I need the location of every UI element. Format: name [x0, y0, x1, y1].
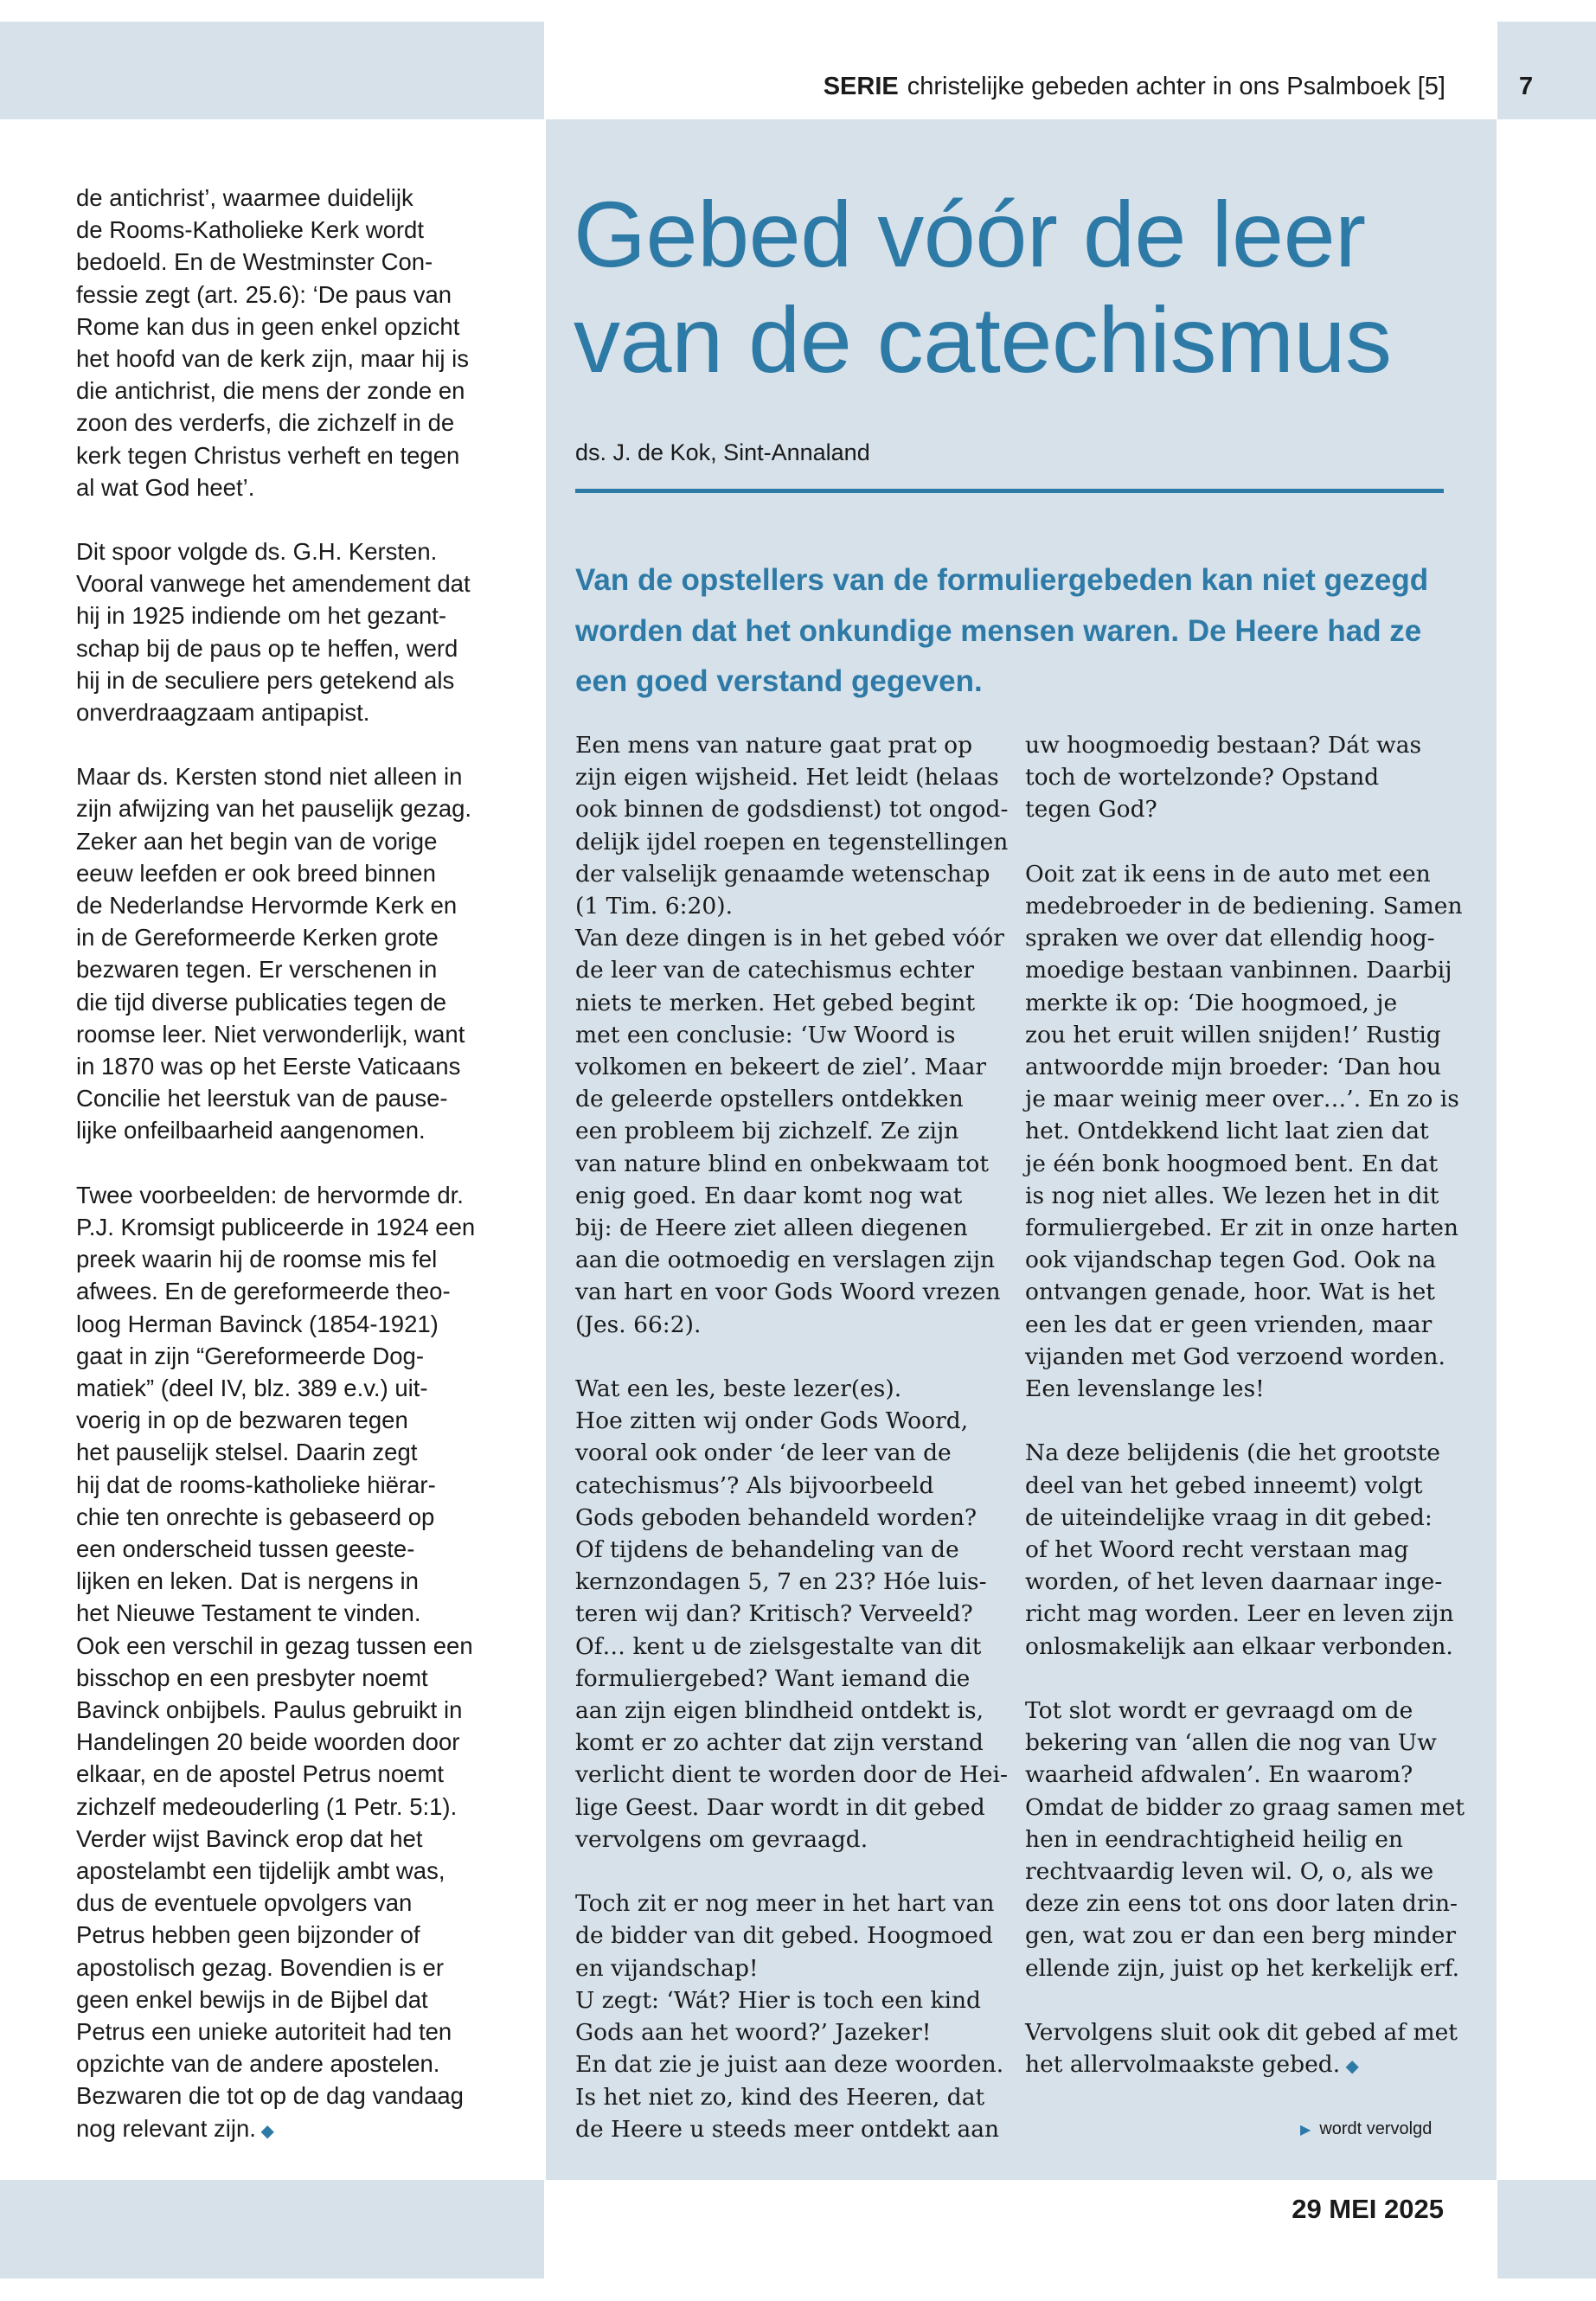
text-line: aan die ootmoedig en verslagen zijn [575, 1247, 996, 1274]
text-line: apostelambt een tijdelijk ambt was, [76, 1856, 445, 1884]
text-line: een les dat er geen vrienden, maar [1025, 1311, 1433, 1338]
text-line: zijn eigen wijsheid. Het leidt (helaas [575, 764, 999, 792]
text-line: formuliergebed? Want iemand die [575, 1664, 971, 1692]
text-line: Van deze dingen is in het gebed vóór [575, 925, 1004, 952]
text-line: niets te merken. Het gebed begint [575, 989, 976, 1016]
text-line: geen enkel bewijs in de Bijbel dat [76, 1985, 428, 2013]
text-line: het. Ontdekkend licht laat zien dat [1025, 1118, 1429, 1145]
text-line: der valselijk genaamde wetenschap [575, 860, 990, 888]
text-line: Na deze belijdenis (die het grootste [1025, 1439, 1440, 1467]
text-line: chie ten onrechte is gebaseerd op [76, 1503, 435, 1530]
text-line: waarheid afdwalen’. En waarom? [1025, 1761, 1413, 1789]
paragraph-gap [575, 1341, 990, 1373]
text-line: Ooit zat ik eens in de auto met een [1025, 860, 1431, 888]
text-line: En dat zie je juist aan deze woorden. [575, 2051, 1004, 2079]
text-line: of het Woord recht verstaan mag [1025, 1536, 1409, 1564]
text-line: merkte ik op: ‘Die hoogmoed, je [1025, 989, 1398, 1016]
text-line: Verder wijst Bavinck erop dat het [76, 1824, 423, 1852]
text-line: Vervolgens sluit ook dit gebed af met [1025, 2019, 1458, 2047]
text-line: vooral ook onder ‘de leer van de [575, 1439, 952, 1467]
text-line: antwoordde mijn broeder: ‘Dan hou [1025, 1054, 1442, 1081]
text-line: Een mens van nature gaat prat op [575, 732, 973, 759]
paragraph-gap [575, 1856, 990, 1888]
article-title [574, 182, 1392, 393]
text-line: bezwaren tegen. Er verschenen in [76, 956, 438, 984]
text-line: roomse leer. Niet verwonderlijk, want [76, 1020, 465, 1048]
text-line: uw hoogmoedig bestaan? Dát was [1025, 732, 1422, 759]
text-line: Twee voorbeelden: de hervormde dr. [76, 1181, 464, 1208]
header-band-left [0, 22, 544, 119]
text-line: Dit spoor volgde ds. G.H. Kersten. [76, 538, 438, 566]
article-author: ds. J. de Kok, Sint-Annaland [575, 439, 870, 465]
lead-line: een goed verstand gegeven. [575, 664, 983, 698]
text-line: eeuw leefden er ook breed binnen [76, 859, 436, 887]
text-line: van nature blind en onbekwaam tot [575, 1150, 989, 1177]
text-line: Of… kent u de zielsgestalte van dit [575, 1632, 982, 1660]
text-line: bedoeld. En de Westminster Con- [76, 248, 433, 276]
text-line: Vooral vanwege het amendement dat [76, 570, 471, 598]
text-line: rechtvaardig leven wil. O, o, als we [1025, 1858, 1434, 1886]
text-line: Zeker aan het begin van de vorige [76, 827, 438, 855]
text-line: ook binnen de godsdienst) tot ongod- [575, 796, 1009, 824]
text-line: toch de wortelzonde? Opstand [1025, 764, 1380, 792]
text-line: is nog niet alles. We lezen het in dit [1025, 1182, 1439, 1209]
title-line: van de catechismus [574, 287, 1392, 392]
paragraph-gap [1025, 1984, 1458, 2016]
arrow-right-icon: ▶ [1300, 2123, 1311, 2138]
text-line: de leer van de catechismus echter [575, 957, 975, 984]
left-paragraph [76, 535, 526, 728]
text-line: zou het eruit willen snijden!’ Rustig [1025, 1021, 1441, 1048]
lead-line: Van de opstellers van de formuliergebeden kan niet gezegd [575, 563, 1429, 597]
text-line: Gods geboden behandeld worden? [575, 1503, 977, 1531]
text-line: die antichrist, die mens der zonde en [76, 377, 465, 405]
text-line: enig goed. En daar komt nog wat [575, 1182, 963, 1209]
text-line: (1 Tim. 6:20). [575, 893, 734, 920]
text-line: spraken we over dat ellendig hoog- [1025, 925, 1435, 952]
text-line: Rome kan dus in geen enkel opzicht [76, 312, 460, 340]
text-line: (Jes. 66:2). [575, 1311, 702, 1338]
text-line: schap bij de paus op te heffen, werd [76, 634, 458, 662]
paragraph-gap [1025, 1405, 1458, 1437]
text-line: in 1870 was op het Eerste Vaticaans [76, 1053, 461, 1080]
text-line: de Rooms-Katholieke Kerk wordt [76, 216, 424, 244]
text-line: onlosmakelijk aan elkaar verbonden. [1025, 1632, 1453, 1660]
footer-band-left [0, 2180, 544, 2279]
text-line: fessie zegt (art. 25.6): ‘De paus van [76, 280, 452, 308]
text-line: lijken en leken. Dat is nergens in [76, 1567, 419, 1595]
text-line: dus de eventuele opvolgers van [76, 1889, 413, 1917]
text-line: ellende zijn, juist op het kerkelijk erf. [1025, 1954, 1460, 1982]
text-line: lige Geest. Daar wordt in dit gebed [575, 1793, 985, 1821]
left-paragraph [76, 760, 526, 1146]
text-line: het Nieuwe Testament te vinden. [76, 1599, 421, 1627]
text-line: Wat een les, beste lezer(es). [575, 1375, 902, 1403]
article-column-1 [575, 729, 1009, 2145]
text-line: deel van het gebed inneemt) volgt [1025, 1471, 1423, 1499]
text-line: de geleerde opstellers ontdekken [575, 1086, 964, 1113]
text-line: teren wij dan? Kritisch? Verveeld? [575, 1600, 973, 1628]
text-line: aan zijn eigen blindheid ontdekt is, [575, 1697, 984, 1725]
series-title: christelijke gebeden achter in ons Psalmboek [5] [907, 73, 1445, 100]
text-line: preek waarin hij de roomse mis fel [76, 1246, 438, 1273]
series-label: SERIE [823, 73, 899, 100]
text-line: ook vijandschap tegen God. Ook na [1025, 1247, 1437, 1274]
continued-label: wordt vervolgd [1319, 2119, 1433, 2138]
text-line: zijn afwijzing van het pauselijk gezag. [76, 795, 472, 823]
issue-date: 29 MEI 2025 [1292, 2194, 1444, 2224]
text-line: hij dat de rooms-katholieke hiërar- [76, 1471, 436, 1498]
article-lead [575, 555, 1428, 708]
text-line: Gods aan het woord?’ Jazeker! [575, 2019, 932, 2047]
text-line: bisschop en een presbyter noemt [76, 1663, 428, 1691]
text-line: worden, of het leven daarnaar inge- [1025, 1568, 1443, 1596]
text-line: hen in eendrachtigheid heilig en [1025, 1825, 1403, 1853]
text-line: de antichrist’, waarmee duidelijk [76, 184, 413, 211]
text-line: lijke onfeilbaarheid aangenomen. [76, 1117, 426, 1144]
text-line: Bavinck onbijbels. Paulus gebruikt in [76, 1695, 463, 1723]
text-line: richt mag worden. Leer en leven zijn [1025, 1600, 1454, 1628]
end-mark-icon: ◆ [1340, 2055, 1359, 2077]
text-line: Ook een verschil in gezag tussen een [76, 1631, 473, 1659]
text-line: Een levenslange les! [1025, 1375, 1265, 1403]
text-line: Bezwaren die tot op de dag vandaag [76, 2082, 464, 2110]
paragraph-gap [1025, 1663, 1458, 1695]
text-line: de bidder van dit gebed. Hoogmoed [575, 1922, 993, 1950]
text-line: delijk ijdel roepen en tegenstellingen [575, 828, 1009, 856]
text-line: Handelingen 20 beide woorden door [76, 1728, 460, 1756]
text-line: Tot slot wordt er gevraagd om de [1025, 1697, 1413, 1725]
text-line: nog relevant zijn. ◆ [76, 2114, 274, 2142]
footer-band-right [1497, 2180, 1596, 2279]
title-rule [575, 489, 1444, 493]
text-line: deze zin eens tot ons door laten drin- [1025, 1890, 1458, 1918]
left-paragraph [76, 182, 526, 503]
page-number: 7 [1519, 73, 1534, 100]
text-line: formuliergebed. Er zit in onze harten [1025, 1215, 1458, 1242]
text-line: loog Herman Bavinck (1854-1921) [76, 1310, 439, 1337]
text-line: tegen God? [1025, 796, 1157, 824]
text-line: bij: de Heere ziet alleen diegenen [575, 1215, 968, 1242]
text-line: al wat God heet’. [76, 473, 255, 501]
text-line: gaat in zijn “Gereformeerde Dog- [76, 1342, 424, 1369]
text-line: opzichte van de andere apostelen. [76, 2050, 440, 2078]
text-line: zoon des verderfs, die zichzelf in de [76, 409, 455, 437]
text-line: U zegt: ‘Wát? Hier is toch een kind [575, 1986, 982, 2014]
text-line: P.J. Kromsigt publiceerde in 1924 een [76, 1213, 476, 1240]
text-line: je één bonk hoogmoed bent. En dat [1025, 1150, 1439, 1177]
text-line: hij in 1925 indiende om het gezant- [76, 602, 447, 630]
text-line: matiek” (deel IV, blz. 389 e.v.) uit- [76, 1374, 428, 1401]
text-line: van hart en voor Gods Woord vrezen [575, 1279, 1001, 1306]
running-header [546, 22, 1497, 119]
text-line: elkaar, en de apostel Petrus noemt [76, 1760, 444, 1788]
text-line: vervolgens om gevraagd. [575, 1825, 869, 1853]
text-line: Is het niet zo, kind des Heeren, dat [575, 2083, 985, 2111]
continued-note [1300, 2119, 1432, 2139]
end-mark-icon: ◆ [255, 2121, 274, 2141]
text-line: verlicht dient te worden door de Hei- [575, 1761, 1008, 1789]
text-line: voerig in op de bezwaren tegen [76, 1407, 408, 1434]
text-line: catechismus’? Als bijvoorbeeld [575, 1471, 934, 1499]
text-line: Petrus hebben geen bijzonder of [76, 1921, 420, 1949]
text-line: afwees. En de gereformeerde theo- [76, 1278, 451, 1305]
text-line: vijanden met God verzoend worden. [1025, 1343, 1445, 1370]
text-line: kerk tegen Christus verheft en tegen [76, 441, 460, 469]
text-line: die tijd diverse publicaties tegen de [76, 988, 447, 1016]
text-line: Toch zit er nog meer in het hart van [575, 1890, 995, 1918]
text-line: een onderscheid tussen geeste- [76, 1535, 415, 1562]
text-line: een probleem bij zichzelf. Ze zijn [575, 1118, 959, 1145]
title-line: Gebed vóór de leer [574, 182, 1366, 286]
text-line: apostolisch gezag. Bovendien is er [76, 1953, 444, 1981]
text-line: Omdat de bidder zo graag samen met [1025, 1793, 1465, 1821]
text-line: bekering van ‘allen die nog van Uw [1025, 1729, 1437, 1757]
text-line: het hoofd van de kerk zijn, maar hij is [76, 345, 469, 373]
text-line: gen, wat zou er dan een berg minder [1025, 1922, 1457, 1950]
text-line: ontvangen genade, hoor. Wat is het [1025, 1279, 1435, 1306]
text-line: kernzondagen 5, 7 en 23? Hóe luis- [575, 1568, 987, 1596]
article-column-2 [1025, 729, 1465, 2082]
left-column-text [76, 182, 526, 2180]
text-line: moedige bestaan vanbinnen. Daarbij [1025, 957, 1452, 984]
lead-line: worden dat het onkundige mensen waren. De Heere had ze [575, 613, 1422, 648]
text-line: hij in de seculiere pers getekend als [76, 666, 455, 694]
text-line: in de Gereformeerde Kerken grote [76, 924, 439, 952]
text-line: Petrus een unieke autoriteit had ten [76, 2017, 452, 2045]
text-line: met een conclusie: ‘Uw Woord is [575, 1021, 956, 1048]
text-line: onverdraagzaam antipapist. [76, 699, 370, 727]
text-line: medebroeder in de bediening. Samen [1025, 893, 1463, 920]
text-line: de uiteindelijke vraag in dit gebed: [1025, 1503, 1433, 1531]
series-heading [824, 73, 1445, 101]
left-paragraph [76, 1179, 526, 2148]
text-line: Concilie het leerstuk van de pause- [76, 1085, 448, 1112]
paragraph-gap [1025, 826, 1458, 858]
text-line: Maar ds. Kersten stond niet alleen in [76, 763, 463, 791]
text-line: de Nederlandse Hervormde Kerk en [76, 892, 458, 920]
text-line: zichzelf medeouderling (1 Petr. 5:1). [76, 1792, 458, 1820]
text-line: het allervolmaakste gebed. ◆ [1025, 2051, 1359, 2079]
text-line: het pauselijk stelsel. Daarin zegt [76, 1439, 418, 1466]
text-line: de Heere u steeds meer ontdekt aan [575, 2115, 1000, 2143]
text-line: Hoe zitten wij onder Gods Woord, [575, 1407, 969, 1435]
text-line: volkomen en bekeert de ziel’. Maar [575, 1054, 987, 1081]
text-line: komt er zo achter dat zijn verstand [575, 1729, 984, 1757]
text-line: je maar weinig meer over…’. En zo is [1025, 1086, 1459, 1113]
text-line: Of tijdens de behandeling van de [575, 1536, 959, 1564]
header-band-right [1497, 22, 1596, 119]
text-line: en vijandschap! [575, 1954, 759, 1982]
